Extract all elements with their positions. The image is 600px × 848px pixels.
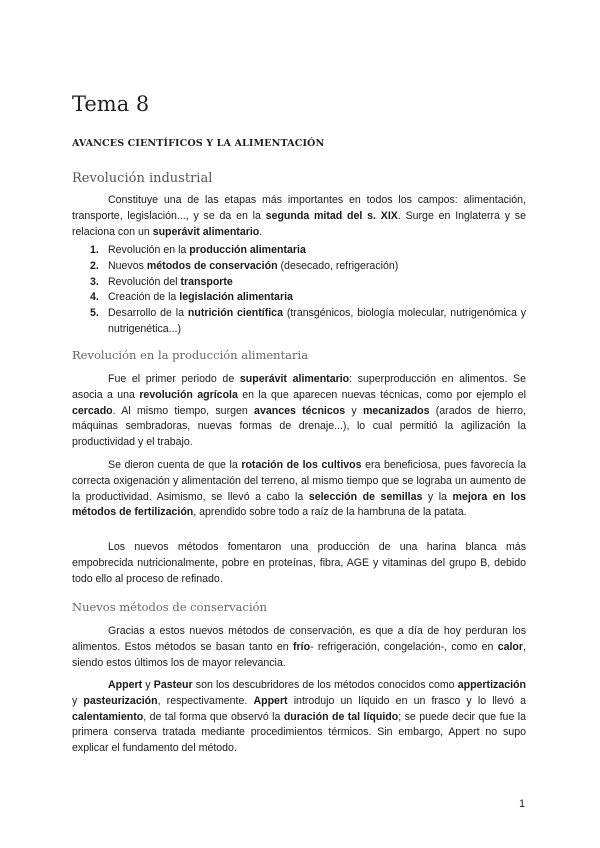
text-run: y la [422,490,453,503]
list-item: 1. Revolución en la producción alimentaria [90,244,306,256]
bold-text: appertización [457,679,526,691]
revolution-list [72,243,526,338]
bold-text: rotación de los cultivos [241,459,362,471]
bold-text: frío [293,640,311,653]
bold-text: selección de semillas [308,490,423,503]
main-heading: AVANCES CIENTÍFICOS Y LA ALIMENTACIÓN [72,138,325,149]
text-run: Nuevos [108,259,147,272]
text-run: , aprendido sobre todo a raíz de la hambruna de la patata. [193,506,467,519]
bold-text: legislación alimentaria [179,291,293,304]
text-run: Constituye una de las etapas más importantes en todos los campos: alimentación, transporte, legislación..., y se da en la [72,194,526,222]
section-heading-revolucion-produccion: Revolución en la producción alimentaria [72,348,309,362]
text-run: y [345,404,363,417]
bold-text: métodos de conservación [146,259,278,272]
bold-text: calor [497,640,524,653]
text-run: y [142,679,154,691]
list-item: 4. Creación de la legislación alimentaria [90,291,293,304]
bold-text: cercado [72,404,113,417]
text-run: Los nuevos métodos fomentaron una producción de una harina blanca más empobrecida nutricionalmente, pobre en proteínas, fibra, AGE y vitaminas del grupo B, debido todo ello al proceso de refinado. [72,541,526,585]
bold-text: nutrición científica [187,307,283,320]
list-item: 2. Nuevos métodos de conservación (desecado, refrigeración) [90,259,399,272]
bold-text: Appert [108,679,143,691]
text-run: (transgénicos, biología molecular, nutrigenómica y nutrigenética...) [108,307,527,335]
text-run: Fue el primer periodo de [108,373,240,385]
text-run: en la que aparecen nuevas técnicas, como por ejemplo el [237,388,527,401]
bold-text: superávit alimentario [239,373,350,385]
produccion-paragraph-1 [72,372,526,451]
text-run: - refrigeración, congelación-, como en [310,640,498,653]
bold-text: duración de tal líquido [283,710,399,723]
intro-paragraph [72,193,526,240]
text-run: Revolución del [108,275,181,288]
bold-text: segunda mitad del s. XIX [265,209,398,222]
bold-text: transporte [180,275,233,288]
text-run: . [259,225,263,238]
bold-text: pasteurización [83,694,158,707]
text-run: (arados de hierro, máquinas sembradoras, nuevas formas de drenaje...), lo cual permitió la agilización la productividad y el trabajo. [72,404,526,449]
bold-text: mejora en los métodos de fertilización [72,490,527,519]
page-number: 1 [519,798,525,810]
text-run: Se dieron cuenta de que la [108,459,242,471]
text-run: , de tal forma que observó la [143,710,284,723]
bold-text: producción alimentaria [189,244,306,256]
bold-text: revolución agrícola [139,388,238,401]
bold-text: superávit alimentario [152,225,260,238]
text-run: Revolución en la [108,244,190,256]
text-run: Creación de la [108,291,180,304]
text-run: son los descubridores de los métodos conocidos como [192,679,458,691]
conservacion-paragraph-1 [72,624,526,671]
text-run: y [72,694,84,707]
text-run: , siendo estos últimos los de mayor relevancia. [72,640,526,669]
text-run: (desecado, refrigeración) [277,259,399,272]
bold-text: Pasteur [153,679,193,691]
text-run: era beneficiosa, pues favorecía la correcta oxigenación y alimentación del terreno, al mismo tiempo que se lograba un aumento de la productividad. Asimismo, se llevó a cabo la [72,459,527,503]
section-heading-revolucion-industrial: Revolución industrial [72,171,213,186]
text-run: Gracias a estos nuevos métodos de conservación, es que a día de hoy perduran los alimentos. Estos métodos se basan tanto en [72,625,526,653]
text-run: . Surge en Inglaterra y se relaciona con un [72,209,526,238]
conservacion-paragraph-2 [72,678,526,757]
produccion-paragraph-3 [72,540,526,587]
text-run: introdujo un líquido en un frasco y lo llevó a [287,694,526,707]
text-run: : superproducción en alimentos. Se asocia a una [72,373,526,401]
bold-text: mecanizados [362,404,430,417]
text-run: ; se puede decir que fue la primera conserva tratada mediante procedimientos térmicos. Sin embargo, Appert no supo explicar el fundamento del método. [72,710,527,755]
text-run: Desarrollo de la [108,307,188,320]
section-heading-nuevos-metodos: Nuevos métodos de conservación [72,600,267,614]
list-item: 5. Desarrollo de la nutrición científica (transgénicos, biología molecular, nutrigenómica y nutrigenética...) [90,307,527,335]
bold-text: calentamiento [72,710,144,723]
text-run: . Al mismo tiempo, surgen [112,404,255,417]
list-item: 3. Revolución del transporte [90,275,233,288]
bold-text: avances técnicos [254,404,346,417]
text-run: , respectivamente. [157,694,254,707]
page-title: Tema 8 [72,92,150,116]
produccion-paragraph-2 [72,458,526,521]
bold-text: Appert [253,694,288,707]
